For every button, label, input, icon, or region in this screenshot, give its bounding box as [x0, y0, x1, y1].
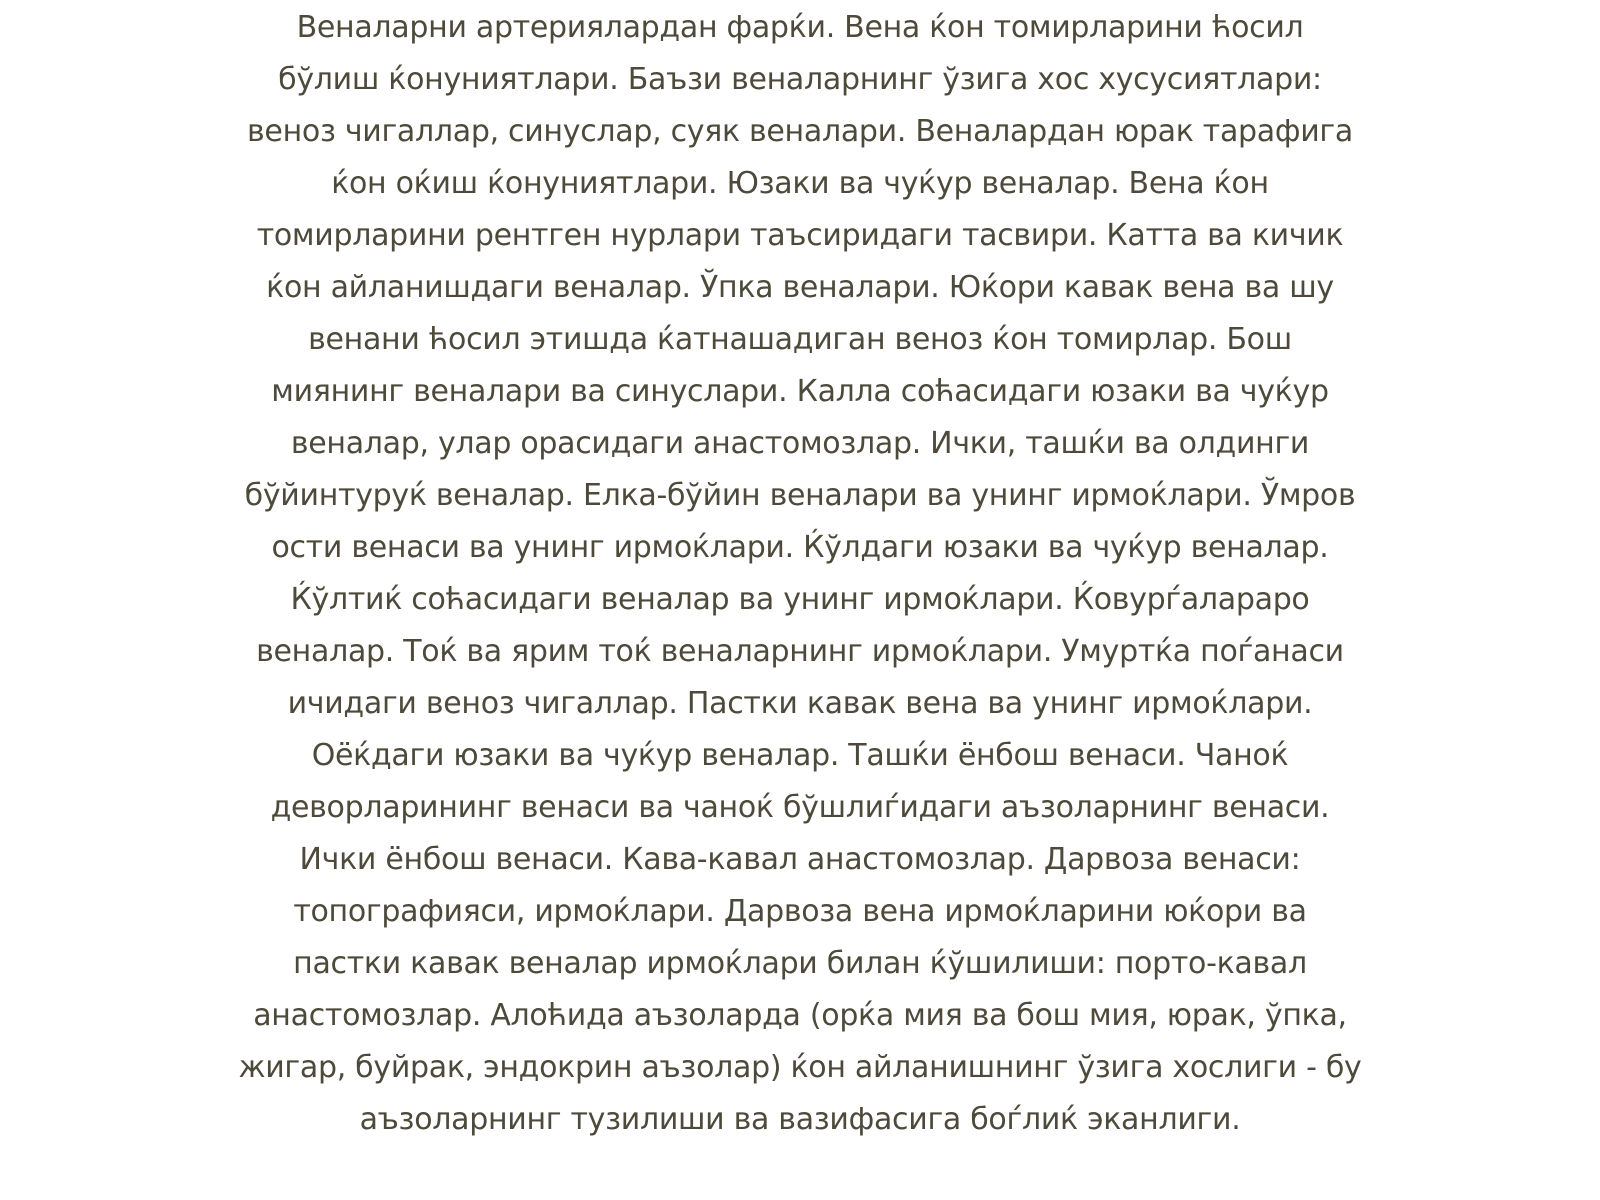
text-line: ќон оќиш ќонуниятлари. Юзаки ва чуќур веналар. Вена ќон — [331, 166, 1269, 201]
text-line: анастомозлар. Алоћида аъзоларда (орќа мия ва бош мия, юрак, ўпка, — [253, 998, 1347, 1033]
text-line: жигар, буйрак, эндокрин аъзолар) ќон айланишнинг ўзига хослиги - бу — [238, 1050, 1362, 1085]
text-line: ичидаги веноз чигаллар. Пастки кавак вена ва унинг ирмоќлари. — [287, 686, 1313, 721]
text-line: веналар, улар орасидаги анастомозлар. Ички, ташќи ва олдинги — [290, 426, 1310, 461]
text-line: миянинг веналари ва синуслари. Калла соћасидаги юзаки ва чуќур — [271, 374, 1329, 409]
text-line: веналар. Тоќ ва ярим тоќ веналарнинг ирмоќлари. Умуртќа поѓанаси — [256, 634, 1344, 669]
text-line: топографияси, ирмоќлари. Дарвоза вена ирмоќларини юќори ва — [293, 894, 1307, 929]
text-line: пастки кавак веналар ирмоќлари билан ќўшилиши: порто-кавал — [293, 946, 1307, 981]
text-line: бўйинтуруќ веналар. Елка-бўйин веналари ва унинг ирмоќлари. Ўмров — [244, 478, 1356, 513]
text-line: Ички ёнбош венаси. Кава-кавал анастомозлар. Дарвоза венаси: — [299, 842, 1301, 877]
text-line: бўлиш ќонуниятлари. Баъзи веналарнинг ўзига хос хусусиятлари: — [278, 62, 1322, 97]
text-line: веноз чигаллар, синуслар, суяк веналари. Веналардан юрак тарафига — [247, 114, 1353, 149]
text-line: аъзоларнинг тузилиши ва вазифасига боѓлиќ эканлиги. — [359, 1102, 1241, 1137]
text-line: венани ћосил этишда ќатнашадиган веноз ќон томирлар. Бош — [308, 322, 1292, 357]
text-line: Оёќдаги юзаки ва чуќур веналар. Ташќи ёнбош венаси. Чаноќ — [311, 738, 1289, 773]
text-line: ости венаси ва унинг ирмоќлари. Ќўлдаги юзаки ва чуќур веналар. — [271, 530, 1329, 565]
text-line: Ќўлтиќ соћасидаги веналар ва унинг ирмоќлари. Ќовурѓалараро — [290, 582, 1310, 617]
text-line: деворларининг венаси ва чаноќ бўшлиѓидаги аъзоларнинг венаси. — [270, 790, 1330, 825]
text-line: ќон айланишдаги веналар. Ўпка веналари. Юќори кавак вена ва шу — [266, 270, 1334, 305]
text-line: Веналарни артериялардан фарќи. Вена ќон томирларини ћосил — [296, 10, 1304, 45]
text-line: томирларини рентген нурлари таъсиридаги тасвири. Катта ва кичик — [256, 218, 1344, 253]
